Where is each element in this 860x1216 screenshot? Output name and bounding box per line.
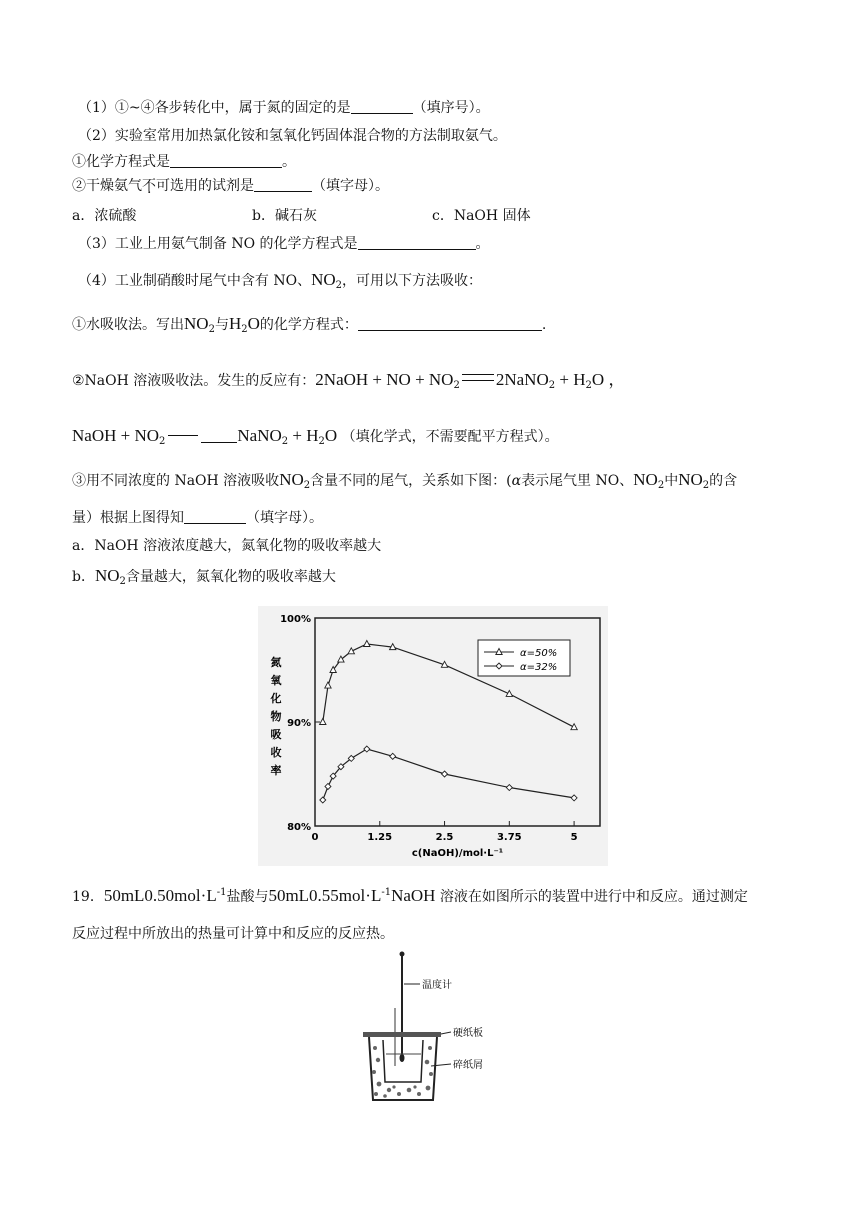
question-2-intro: （2）实验室常用加热氯化铵和氢氧化钙固体混合物的方法制取氨气。 [78, 128, 507, 144]
y-tick-label: 100% [280, 614, 311, 625]
data-point [506, 785, 512, 791]
lid-pointer [441, 1032, 451, 1034]
calorimeter-diagram [355, 948, 515, 1108]
answer-blank [201, 428, 237, 443]
answer-blank [351, 99, 413, 114]
question-4-equation-2: NaOH + $NO_2$ NaNO$_2$ + $H_2O$ （填化学式，不需要配平方程式）。 [72, 426, 559, 447]
absorption-chart [258, 606, 608, 866]
question-1: （1）①~④各步转化中，属于氮的固定的是 （填序号）。 [78, 100, 490, 116]
data-point [364, 746, 370, 752]
thermometer-top [400, 952, 405, 957]
x-tick-label: 3.75 [496, 832, 522, 843]
scraps-pointer [431, 1064, 451, 1066]
data-point [320, 797, 326, 803]
data-point [364, 641, 370, 647]
y-axis-label-char: 物 [270, 710, 282, 723]
question-2-part-2: ②干燥氨气不可选用的试剂是 （填字母）。 [72, 178, 389, 194]
data-point [338, 656, 344, 662]
x-tick-label: 5 [570, 832, 578, 843]
question-19: 19．$50mL0.50mol\cdot L^{-1}$盐酸与$50mL0.55mol\cdot L^{-1}NaOH$ 溶液在如图所示的装置中进行中和反应。通过测定 [72, 886, 748, 905]
legend-label: α=50% [520, 648, 558, 659]
answer-blank [184, 509, 246, 524]
data-point [571, 795, 577, 801]
question-2-part-1: ①化学方程式是 。 [72, 154, 296, 170]
question-3: （3）工业上用氨气制备 NO 的化学方程式是 。 [78, 236, 490, 252]
option-b: b．碱石灰 [252, 208, 317, 224]
reaction-dash [168, 435, 198, 436]
y-axis-label-char: 氧 [270, 674, 282, 687]
label-board: 硬纸板 [453, 1028, 483, 1039]
question-4-option-b: b．$NO_2$含量越大，氮氧化物的吸收率越大 [72, 566, 336, 587]
x-tick-label: 0 [311, 832, 319, 843]
question-19-cont: 反应过程中所放出的热量可计算中和反应的反应热。 [72, 926, 394, 942]
data-point [320, 719, 326, 725]
y-axis-label-char: 氮 [270, 656, 282, 669]
question-4-part-3: ③用不同浓度的 NaOH 溶液吸收$NO_2$含量不同的尾气，关系如下图：(α表示尾气里 NO、$NO_2$中$NO_2$的含 [72, 470, 738, 491]
label-scraps: 碎纸屑 [453, 1060, 483, 1071]
data-point [390, 753, 396, 759]
equals-sign [462, 374, 494, 381]
option-c: c．NaOH 固体 [432, 208, 531, 224]
y-tick-label: 80% [287, 822, 311, 833]
question-4-part-2: ②NaOH 溶液吸收法。发生的反应有：2NaOH + NO + $NO_2$ 2NaNO$_2$ + $H_2O$ ， [72, 370, 626, 391]
y-axis-label-char: 率 [270, 764, 282, 777]
series-line [323, 749, 574, 800]
emphasis-not: 不可 [142, 178, 170, 194]
y-axis-label-char: 化 [270, 692, 282, 705]
chart-svg [258, 606, 608, 866]
data-point [325, 783, 331, 789]
question-4-intro: （4）工业制硝酸时尾气中含有 NO、$NO_2$，可用以下方法吸收： [78, 270, 483, 291]
cardboard-lid [363, 1032, 441, 1037]
y-axis-label-char: 吸 [270, 728, 282, 741]
thermometer-bulb [400, 1054, 405, 1062]
x-axis-label: c(NaOH)/mol·L⁻¹ [411, 848, 504, 859]
data-point [325, 682, 331, 688]
question-4-part-1: ①水吸收法。写出$NO_2$与$H_2O$的化学方程式： . [72, 314, 547, 335]
x-tick-label: 1.25 [367, 832, 393, 843]
answer-blank [358, 235, 476, 250]
question-4-option-a: a．NaOH 溶液浓度越大，氮氧化物的吸收率越大 [72, 538, 382, 554]
answer-blank [254, 177, 312, 192]
data-point [442, 771, 448, 777]
y-tick-label: 90% [287, 718, 311, 729]
label-thermometer: 温度计 [422, 980, 452, 991]
legend-label: α=32% [520, 662, 558, 673]
y-axis-label-char: 收 [270, 746, 282, 759]
x-tick-label: 2.5 [435, 832, 454, 843]
option-a: a．浓硫酸 [72, 208, 137, 224]
answer-blank [170, 153, 282, 168]
answer-blank [358, 316, 542, 331]
question-4-part-3-cont: 量）根据上图得知 （填字母）。 [72, 510, 323, 526]
